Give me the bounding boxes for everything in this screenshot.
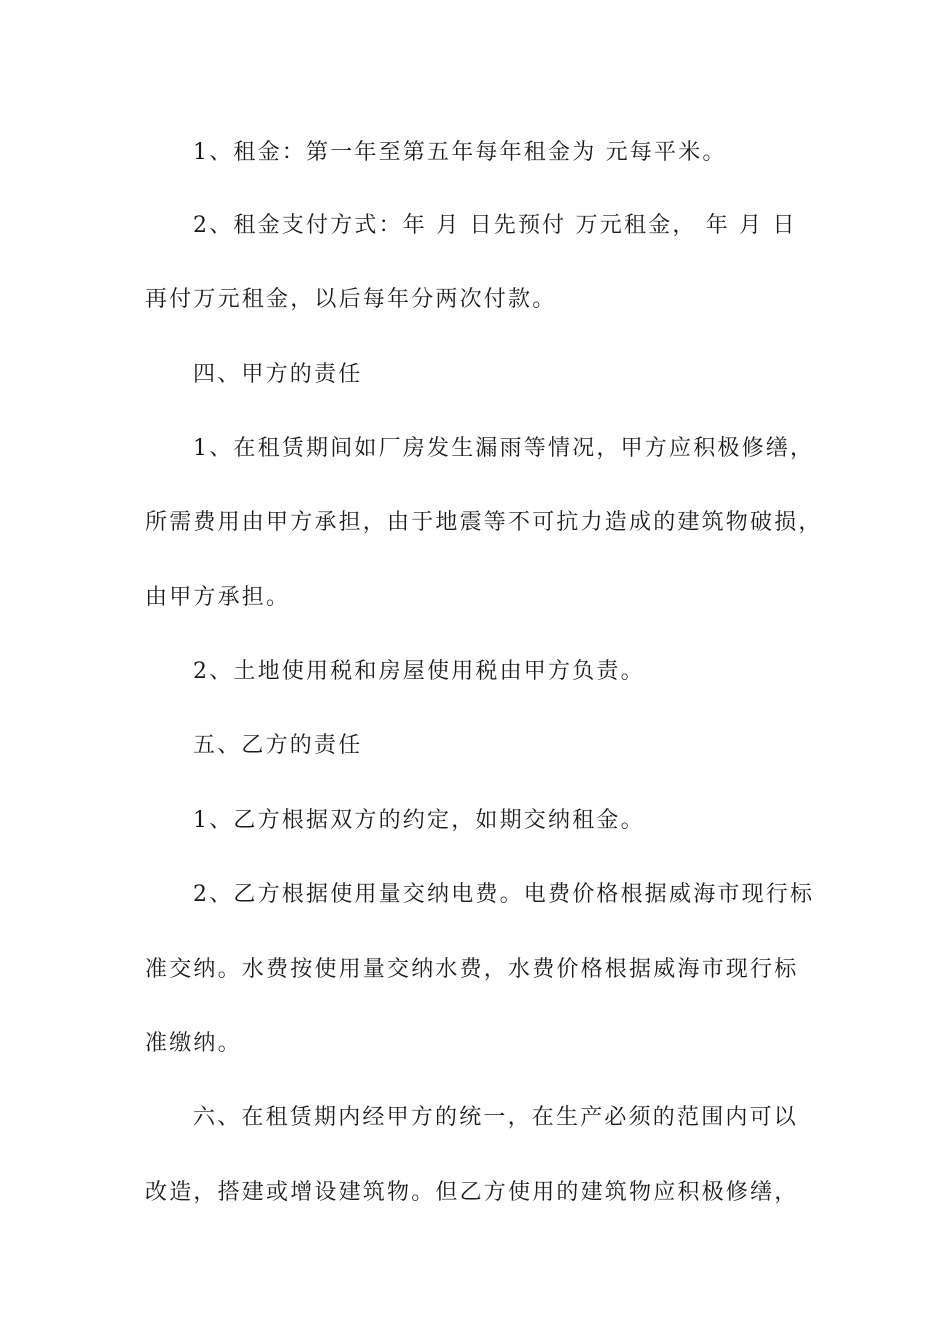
payment-method-line: 2、租金支付方式：年 月 日先预付 万元租金， 年 月 日: [193, 213, 797, 238]
section-six-continuation: 改造，搭建或增设建筑物。但乙方使用的建筑物应积极修缮，: [145, 1180, 799, 1205]
party-b-clause-2-line: 2、乙方根据使用量交纳电费。电费价格根据威海市现行标: [193, 882, 815, 907]
party-b-clause-2-continuation: 准交纳。水费按使用量交纳水费，水费价格根据威海市现行标: [145, 957, 799, 982]
party-a-clause-1-continuation: 所需费用由甲方承担，由于地震等不可抗力造成的建筑物破损，: [145, 510, 823, 535]
party-b-clause-2-end: 准缴纳。: [145, 1031, 242, 1056]
rent-clause-line: 1、租金：第一年至第五年每年租金为 元每平米。: [193, 140, 727, 165]
section-heading-party-a: 四、甲方的责任: [193, 362, 363, 387]
section-heading-party-b: 五、乙方的责任: [193, 733, 363, 758]
payment-method-continuation: 再付万元租金，以后每年分两次付款。: [145, 287, 557, 312]
party-a-clause-1-line: 1、在租赁期间如厂房发生漏雨等情况，甲方应积极修缮，: [193, 436, 815, 461]
party-b-clause-1-line: 1、乙方根据双方的约定，如期交纳租金。: [193, 808, 645, 833]
party-a-clause-1-end: 由甲方承担。: [145, 585, 291, 610]
party-a-clause-2-line: 2、土地使用税和房屋使用税由甲方负责。: [193, 659, 645, 684]
section-six-line: 六、在租赁期内经甲方的统一，在生产必须的范围内可以: [193, 1105, 799, 1130]
